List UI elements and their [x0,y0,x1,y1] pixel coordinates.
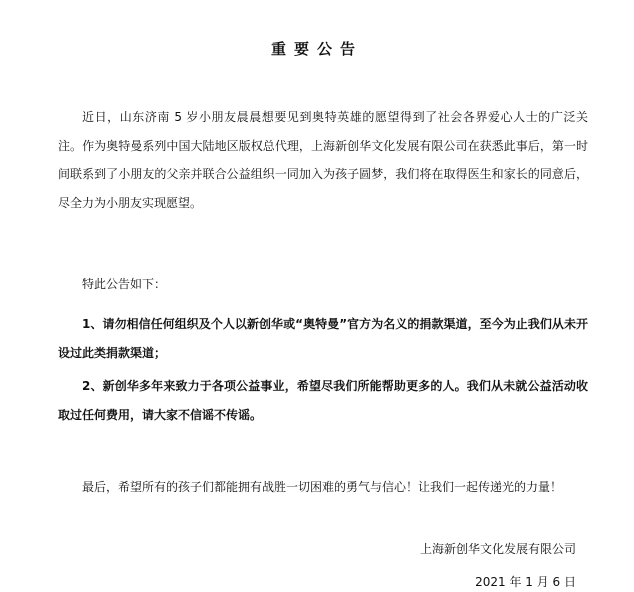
notice-item-2: 2、新创华多年来致力于各项公益事业，希望尽我们所能帮助更多的人。我们从未就公益活动收取过任何费用，请大家不信谣不传谣。 [58,379,588,422]
lead-paragraph: 特此公告如下： [82,277,167,291]
closing-paragraph: 最后，希望所有的孩子们都能拥有战胜一切困难的勇气与信心！让我们一起传递光的力量！ [82,480,563,494]
intro-paragraph: 近日，山东济南 5 岁小朋友晨晨想要见到奥特英雄的愿望得到了社会各界爱心人士的广泛关注。作为奥特曼系列中国大陆地区版权总代理，上海新创华文化发展有限公司在获悉此事后，第一时间联系到了小朋友的父亲并联合公益组织一同加入为孩子圆梦，我们将在取得医生和家长的同意后，尽全力为小朋友实现愿望。 [58,110,588,210]
signature-company: 上海新创华文化发展有限公司 [419,542,576,556]
signature-date: 2021 年 1 月 6 日 [475,575,576,589]
page-title: 重要公告 [270,40,363,58]
notice-item-1: 1、请勿相信任何组织及个人以新创华或“奥特曼”官方为名义的捐款渠道，至今为止我们从未开设过此类捐款渠道； [58,317,588,360]
